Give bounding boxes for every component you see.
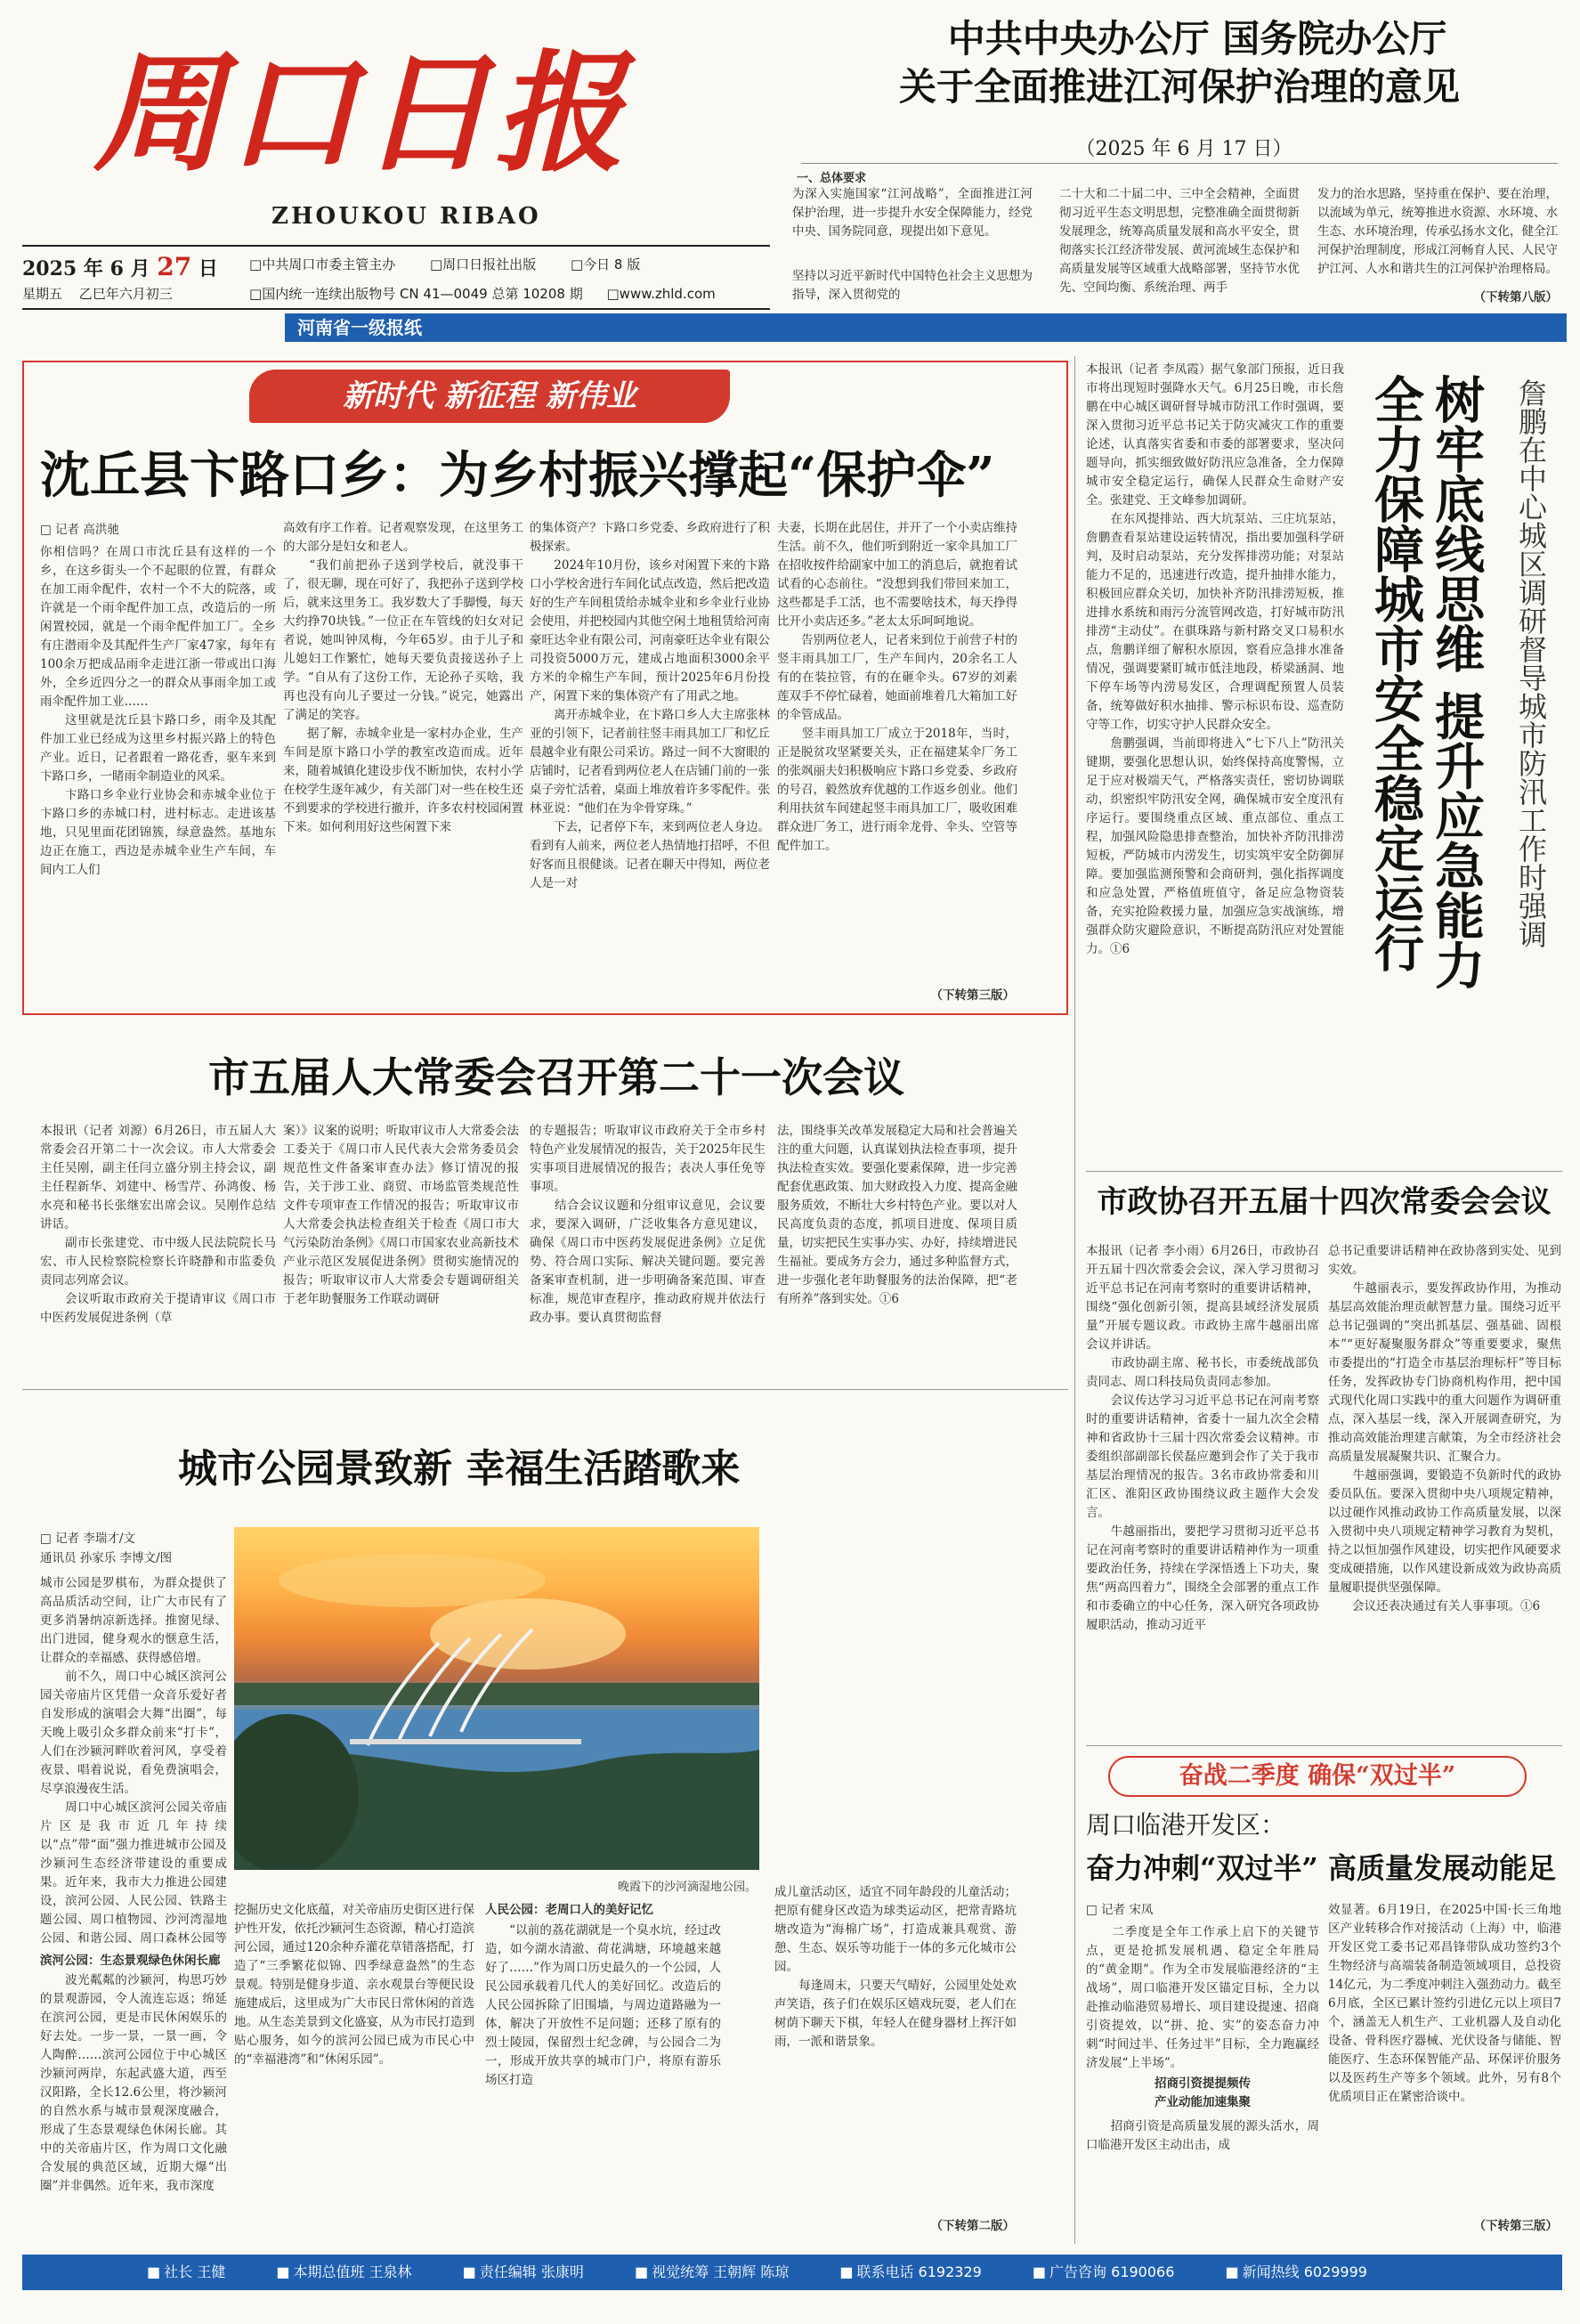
footer-item: ■ 新闻热线 6029999 (1225, 2263, 1367, 2280)
story5-col2: 效显著。6月19日，在2025中国·长三角地区产业转移合作对接活动（上海）中，临港开发区党工委书记邓昌锋带队成功签约3个生物经济与高端装备制造领域项目，总投资14亿元，为二季度冲刺注入强劲动力。截至6月底，全区已累计签约引进亿元以上项目7个，涵盖无人机生产、工业机器人及自动化设备、骨科医疗器械、光伏设备与储能、智能医疗、生态环保智能产品、环保评价服务以及医药生产等多个领域。此外，另有8个优质项目正在紧密洽谈中。 (1328, 1903, 1561, 2104)
top-story-col1b: 坚持以习近平新时代中国特色社会主义思想为指导，深入贯彻党的 (792, 269, 1033, 302)
side-story-title: 树牢底线思维 提升应急能力 全力保障城市安全稳定运行 (1366, 374, 1486, 990)
story5-col1b: 招商引资是高质量发展的源头活水，周口临港开发区主动出击，成 (1086, 2119, 1319, 2152)
sponsor: 中共周口市委主管主办 (262, 256, 396, 272)
story5-byline: □ 记者 宋凤 (1086, 1903, 1154, 1917)
top-story-col2: 二十大和二十届二中、三中全会精神，全面贯彻习近平生态文明思想，完整准确全面贯彻新发展理念，统筹高质量发展和高水平安全，贯彻落实长江经济带发展、黄河流域生态保护和高质量发展等区域重大战略部署，坚持节水优先、空间均衡、系统治理、两手 (1059, 187, 1300, 295)
story3-col1: 城市公园是罗棋布，为群众提供了高品质活动空间，让广大市民有了更多消暑纳凉新选择。推窗见绿、出门进园，健身观水的惬意生活，让群众的幸福感、获得感倍增。 前不久，周口中心城区滨河公园关帝庙片区凭借一众音乐爱好者自发形成的演唱会大舞“出圈”，每天晚上吸引众多群众前来“打卡”，人们在沙颍河畔吹着河风，享受着夜景、唱着说说，看免费演唱会，尽享浪漫夜生活。 周口中心城区滨河公园关帝庙片区是我市近几年持续以“点”带“面”强力推进城市公园及沙颍河生态经济带建设的重要成果。近年来，我市大力推进公园建设，滨河公园、人民公园、铁路主题公园、周口植物园、沙河湾湿地公园、和谐公园、周口森林公园等 (40, 1576, 227, 1946)
story5-col1: 二季度是全年工作承上启下的关键节点，更是抢抓发展机遇、稳定全年胜局的“黄金期”。作为全市发展临港经济的“主战场”，周口临港开发区锚定目标，全力以赴推动临港贸易增长、项目建设提速、招商引资提效，以“拼、抢、实”的姿态奋力冲刺“时间过半、任务过半”目标，全力跑赢经济发展“上半场”。 (1086, 1925, 1319, 2070)
top-blue-band (285, 313, 1567, 342)
story3-title: 城市公园景致新 幸福生活踏歌来 (178, 1446, 741, 1491)
story2-col3: 的专题报告；听取审议市政府关于全市乡村特色产业发展情况的报告，关于2025年民生实事项目进展情况的报告；表决人事任免等事项。 结合会议议题和分组审议意见，会议要求，要深入调研，广泛收集各方意见建议，确保《周口市中医药发展促进条例》立足优势、符合周口实际、解决关键问题。要完善备案审查机制，进一步明确备案范围、审查标准，规范审查程序，推动政府规并依法行政办事。要认真贯彻监督 (530, 1124, 766, 1325)
lunar-date: 乙巳年六月初三 (78, 286, 173, 302)
province-label: 河南省一级报纸 (285, 313, 472, 342)
cn-number: 国内统一连续出版物号 CN 41—0049 总第 10208 期 (262, 286, 583, 302)
square-icon: □ (570, 256, 584, 272)
story1-col2: 高效有序工作着。记者观察发现，在这里务工的大部分是妇女和老人。 “我们前把孙子送到学校后，就没事干了，很无聊，现在可好了，我把孙子送到学校后，就来这里务工。我岁数大了手脚慢，每天大约挣70块钱。”一位正在车管线的妇女对记者说，她叫钟凤梅，今年65岁。由于儿子和儿媳妇工作繁忙，她每天要负责接送孙子上学。“自从有了这份工作，无论孙子买啥，我再也没有向儿子要过一分钱。”说完，她露出了满足的笑容。 据了解，赤城伞业是一家村办企业，生产车间是原卞路口小学的教室改造而成。近年来，随着城镇化建设步伐不断加快，农村小学在校学生逐年减少，有关部门对一些在校生还不到要求的学校进行撤并，许多农村校园闲置下来。如何利用好这些闲置下来 (283, 521, 523, 834)
issue-day: 27 (157, 252, 192, 281)
issue-info: 2025 年 6 月 27 日 星期五 乙巳年六月初三 □中共周口市委主管主办 □周口日报社出版 □今日 8 版 □国内统一连续出版物号 CN 41—0049 总第 10208 期 □www.zhld.com (22, 252, 716, 302)
top-story-title-2: 关于全面推进江河保护治理的意见 (898, 65, 1460, 109)
story1-byline: □ 记者 高洪驰 (40, 523, 119, 537)
story5-banner: 奋战二季度 确保“双过半” (1108, 1756, 1527, 1797)
square-icon: □ (249, 286, 263, 302)
page-count: 今日 8 版 (583, 256, 641, 272)
story3-section-head: 滨河公园：生态景观绿色休闲长廊 (40, 1954, 221, 1968)
top-story-section: 一、总体要求 (797, 172, 867, 185)
square-icon: □ (249, 256, 263, 272)
park-sunset-illustration (234, 1527, 759, 1870)
square-icon: □ (429, 256, 443, 272)
banner-slogan: 新时代 新征程 新伟业 (249, 370, 730, 423)
top-story-jump: （下转第八版） (1473, 290, 1558, 305)
story1-col1: 你相信吗？在周口市沈丘县有这样的一个乡，在这乡街头一个不起眼的位置，有群众在加工雨伞配件，农村一个不大的院落，或许就是一个雨伞配件加工点，改造后的一所闲置校园，就是一个雨伞配件加工厂。全乡有庄潜雨伞及其配件生产厂家47家，每年有100余万把成品雨伞走进江浙一带或出口海外，全乡近四分之一的群众从事雨伞加工或雨伞配件加工业…… 这里就是沈丘县卞路口乡，雨伞及其配件加工业已经成为这里乡村振兴路上的特色产业。近日，记者跟着一路花香，驱车来到卞路口乡，一睹雨伞制造业的风采。 卞路口乡伞业行业协会和赤城伞业位于卞路口乡的赤城口村，进村标志。走进该基地，只见里面花团锦簇，绿意盎然。基地东边正在施工，西边是赤城伞业生产车间，车间内工人们 (40, 545, 276, 877)
park-photo (234, 1527, 759, 1870)
photo-caption: 晚霞下的沙河滴湿地公园。 (617, 1881, 757, 1894)
issue-year: 2025 (22, 257, 77, 280)
story5-title: 奋力冲刺“双过半” 高质量发展动能足 (1086, 1851, 1556, 1885)
story1-jump: （下转第三版） (930, 988, 1015, 1003)
story3-col1b: 波光粼粼的沙颍河，构思巧妙的景观游园，令人流连忘返；绵延在滨河公园，更是市民休闲娱乐的好去处。一步一景，一景一画，令人陶醉……滨河公园位于中心城区沙颍河两岸，东起武盛大道，西至汉阳路，全长12.6公里，将沙颍河的自然水系与城市景观深度融合，形成了生态景观绿色休闲长廊。其中的关帝庙片区，作为周口文化融合发展的典范区域，近期大爆“出圈”并非偶然。近年来，我市深度 (40, 1973, 227, 2193)
footer-item: ■ 本期总值班 王泉林 (276, 2263, 412, 2280)
side-story-subtitle: 詹鹏在中心城区调研督导城市防汛工作时强调 (1514, 378, 1548, 948)
story3-byline2: 通讯员 孙家乐 李博文/图 (40, 1551, 173, 1565)
top-story-col3: 发力的治水思路，坚持重在保护、要在治理，以流域为单元，统筹推进水资源、水环境、水生态、水环境治理，传承弘扬水文化，健全江河保护治理制度，形成江河畅育人民、人民守护江河、人水和谐共生的江河保护治理格局。 (1317, 187, 1558, 276)
top-story-title-1: 中共中央办公厅 国务院办公厅 (947, 17, 1447, 61)
footer-item: ■ 联系电话 6192329 (839, 2263, 982, 2280)
story2-col1: 本报讯（记者 刘源）6月26日，市五届人大常委会召开第二十一次会议。市人大常委会主任吴刚，副主任闫立盛分别主持会议，副主任程新华、刘建中、杨雪芹、孙鸿俊、杨水亮和秘书长张继宏出席会议。吴刚作总结讲话。 副市长张建党、市中级人民法院院长马宏、市人民检察院检察长许晓静和市监委负责同志列席会议。 会议听取市政府关于提请审议《周口市中医药发展促进条例（草 (40, 1124, 276, 1325)
story3-byline1: □ 记者 李瑞才/文 (40, 1532, 135, 1546)
website: www.zhld.com (619, 286, 716, 302)
square-icon: □ (606, 286, 620, 302)
story3-col4: 成儿童活动区，适宜不同年龄段的儿童活动；把原有健身区改造为球类运动区，把常青路坑塘改造为“海棉广场”，打造成兼具观赏、游憩、生态、娱乐等功能于一体的多元化城市公园。 每逢周末，只要天气晴好，公园里处处欢声笑语，孩子们在娱乐区嬉戏玩耍，老人们在树荫下聊天下棋，年轻人在健身器材上挥汗如雨，一派和谐景象。 (774, 1885, 1017, 2049)
story2-col2: 案）》议案的说明；听取审议市人大常委会法工委关于《周口市人民代表大会常务委员会规范性文件备案审查办法》修订情况的报告，关于涉工业、商贸、市场监管类规范性文件专项审查工作情况的报告；听取审议市人大常委会执法检查组关于检查《周口市大气污染防治条例》《周口市国家农业高新技术产业示范区发展促进条例》贯彻实施情况的报告；听取审议市人大常委会专题调研组关于老年助餐服务工作联动调研 (283, 1124, 519, 1306)
story3-sub-head: 人民公园：老周口人的美好记忆 (485, 1903, 653, 1917)
publisher: 周口日报社出版 (442, 256, 537, 272)
story2-col4: 法，围绕事关改革发展稳定大局和社会普遍关注的重大问题，认真谋划执法检查事项，提升执法检查实效。要强化要素保障，进一步完善配套优惠政策、加大财政投入力度、提高金融服务质效，不断壮大乡村特色产业。要以对人民高度负责的态度，抓项目进度、保项目质量，切实把民生实事办实、办好，持续增进民生福祉。要成务方会力，通过多种监督方式，进一步强化老年助餐服务的法治保障，把“老有所养”落到实处。①6 (777, 1124, 1017, 1306)
story3-col3: “以前的荔花湖就是一个臭水坑，经过改造，如今湖水清澈、荷花满塘，环境越来越好了……”作为周口历史最久的一个公园，人民公园承载着几代人的美好回忆。改造后的人民公园拆除了旧围墙，与周边道路融为一体，解决了开放性不足问题；还移了原有的烈士陵园，保留烈士纪念碑，与公园合二为一，形成开放共享的城市门户，将原有游乐场区打造 (485, 1923, 721, 2087)
top-story-date: （2025 年 6 月 17 日） (1075, 138, 1292, 160)
footer-item: ■ 视觉统筹 王朝辉 陈琼 (634, 2263, 790, 2280)
issue-month: 6 (109, 257, 124, 280)
story5-jump: （下转第三版） (1473, 2219, 1558, 2233)
masthead-logo: 周口日报 (93, 37, 628, 190)
story4-title: 市政协召开五届十四次常委会会议 (1097, 1184, 1552, 1220)
footer-bar (22, 2255, 1562, 2290)
story4-col1: 本报讯（记者 李小雨）6月26日，市政协召开五届十四次常委会会议，深入学习贯彻习近平总书记在河南考察时的重要讲话精神，围绕“强化创新引领，提高县域经济发展质量”开展专题议政。市政协主席牛越丽出席会议并讲话。 市政协副主席、秘书长，市委统战部负责同志、周口科技局负责同志参加。 会议传达学习习近平总书记在河南考察时的重要讲话精神，省委十一届九次全会精神和省政协十三届十四次常委会议精神。市委组织部副部长侯磊应邀到会作了关于我市基层治理情况的报告。3名市政协常委和川汇区、淮阳区政协围绕议政主题作大会发言。 牛越丽指出，要把学习贯彻习近平总书记在河南考察时的重要讲话精神作为一项重要政治任务，持续在学深悟透上下功夫，聚焦“两高四着力”，围绕全会部署的重点工作和市委确立的中心任务，深入研究各项政协履职活动，推动习近平 (1086, 1244, 1319, 1632)
story1-title: 沈丘县卞路口乡：为乡村振兴撑起“保护伞” (40, 446, 995, 505)
footer-item: ■ 社长 王健 (147, 2263, 226, 2280)
story1-col3: 的集体资产？卞路口乡党委、乡政府进行了积极探索。 2024年10月份，该乡对闲置下来的卞路口小学校舍进行车间化试点改造，然后把改造好的生产车间租赁给赤城伞业和乡伞业行业协会使用，并把校园内其他空闲土地租赁给河南豪旺达伞业有限公司，河南豪旺达伞业有限公司投资5000万元，建成占地面积3000余平方米的伞棉生产车间，预计2025年6月份投产，闲置下来的集体资产有了用武之地。 离开赤城伞业，在卞路口乡人大主席张林亚的引领下，记者前往竖丰雨具加工厂和忆丘晨越伞业有限公司采访。路过一间不大窗眼的店铺时，记者看到两位老人在店铺门前的一张桌子旁忙活着，桌面上堆放着许多零配件。张林亚说：“他们在为伞骨穿珠。” 下去，记者停下车，来到两位老人身边。看到有人前来，两位老人热情地打招呼，不但好客而且很健谈。记者在聊天中得知，两位老人是一对 (530, 521, 770, 890)
masthead-pinyin: ZHOUKOU RIBAO (271, 203, 541, 230)
side-story-body: 本报讯（记者 李凤霞）据气象部门预报，近日我市将出现短时强降水天气。6月25日晚，市长詹鹏在中心城区调研督导城市防汛工作时强调，要深入贯彻习近平总书记关于防灾减灾工作的重要论述，认真落实省委和市委的部署要求，坚决问题导向，抓实细致做好防汛应急准备，全力保障城市安全稳定运行，确保人民群众生命财产安全。张建党、王文峰参加调研。 在东风提排站、西大坑泵站、三庄坑泵站，詹鹏查看泵站建设运转情况，指出要加强科学研判，及时启动泵站，充分发挥排涝功能；对泵站能力不足的，迅速进行改造，提升抽排水能力，积极回应群众关切，加快补齐防汛排涝短板，推进排水系统和雨污分流管网改造，打好城市防汛排涝“主动仗”。在骐珠路与新村路交叉口易积水点，詹鹏详细了解积水原因，察看应急排水准备情况，强调要紧盯城市低洼地段，桥梁涵洞、地下停车场等内涝易发区，合理调配预置人员装备，统筹做好积水抽排、警示标识布设、巡查防守等工作，切实守护人民群众安全。 詹鹏强调，当前即将进入“七下八上”防汛关键期，要强化思想认识，始终保持高度警惕，立足于应对极端天气，严格落实责任，密切协调联动，织密织牢防汛安全网，确保城市安全度汛有序运行。要围绕重点区域、重点部位、重点工程，加强风险隐患排查整治，加快补齐防汛排涝短板，严防城市内涝发生，切实筑牢安全防御屏障。要加强监测预警和会商研判，强化指挥调度和应急处置，严格值班值守，备足应急物资装备，充实抢险救援力量，加强应急实战演练，增强群众防灾避险意识，不断提高防汛应对处置能力。①6 (1086, 362, 1344, 956)
story1-col4: 夫妻，长期在此居住，并开了一个小卖店维持生活。前不久，他们听到附近一家伞具加工厂在招收按件给副家中加工的消息后，就抱着试试看的心态前往。“没想到我们带回来加工，这些都是手工活，也不需要啥技术，每天挣得比开小卖店还多。”老太太乐呵呵地说。 告别两位老人，记者来到位于前营子村的竖丰雨具加工厂，生产车间内，20余名工人有的在装拉管，有的在砸伞头。67岁的刘素莲双手不停忙碌着，她面前堆着几大箱加工好的伞管成品。 竖丰雨具加工厂成立于2018年，当时，正是脱贫攻坚紧要关头，正在福建某伞厂务工的张飒丽夫妇积极响应卞路口乡党委、乡政府的号召，毅然放弃优越的工作返乡创业。他们利用扶贫车间建起竖丰雨具加工厂，吸收困难群众进厂务工，进行雨伞龙骨、伞头、空管等配件加工。 (777, 521, 1017, 853)
top-story-col1: 为深入实施国家“江河战略”，全面推进江河保护治理，进一步提升水安全保障能力，经党中央、国务院同意，现提出如下意见。 (792, 187, 1033, 239)
story5-kicker: 周口临港开发区： (1086, 1810, 1286, 1840)
story5-sub-head: 招商引资提提频传 产业动能加速集聚 (1155, 2076, 1251, 2109)
footer-item: ■ 广告咨询 6190066 (1032, 2263, 1175, 2280)
weekday: 星期五 (22, 286, 63, 302)
story4-col2: 总书记重要讲话精神在政协落到实处、见到实效。 牛越丽表示，要发挥政协作用，为推动基层高效能治理贡献智慧力量。围绕习近平总书记强调的“突出抓基层、强基础、固根本”“更好凝聚服务群众”等重要要求，聚焦市委提出的“打造全市基层治理标杆”等目标任务，发挥政协专门协商机构作用，把中国式现代化周口实践中的重大问题作为调研重点，深入基层一线，深入开展调查研究，为推动高效能治理建言献策，为全市经济社会高质量发展凝聚共识、汇聚合力。 牛越丽强调，要锻造不负新时代的政协委员队伍。要深入贯彻中央八项规定精神，以过硬作风推动政协工作高质量发展，以深入贯彻中央八项规定精神学习教育为契机，持之以恒加强作风建设，切实把作风硬要求变成硬措施，以作风建设新成效为政协高质量履职提供坚强保障。 会议还表决通过有关人事事项。①6 (1328, 1244, 1561, 1613)
story2-title: 市五届人大常委会召开第二十一次会议 (208, 1053, 904, 1101)
story3-col2: 挖掘历史文化底蕴，对关帝庙历史街区进行保护性开发，依托沙颍河生态资源，精心打造滨河公园，通过120余种乔灌花草错落搭配，打造了“三季繁花似锦、四季绿意盎然”的生态景观。特别是健身步道、亲水观景台等便民设施建成后，这里成为广大市民日常休闲的首选地。从生态美景到文化盛宴，从为市民打造到贴心服务，如今的滨河公园已成为市民心中的“幸福港湾”和“休闲乐园”。 (234, 1903, 474, 2067)
footer-item: ■ 责任编辑 张康明 (462, 2263, 584, 2280)
story3-jump: （下转第二版） (930, 2219, 1015, 2233)
